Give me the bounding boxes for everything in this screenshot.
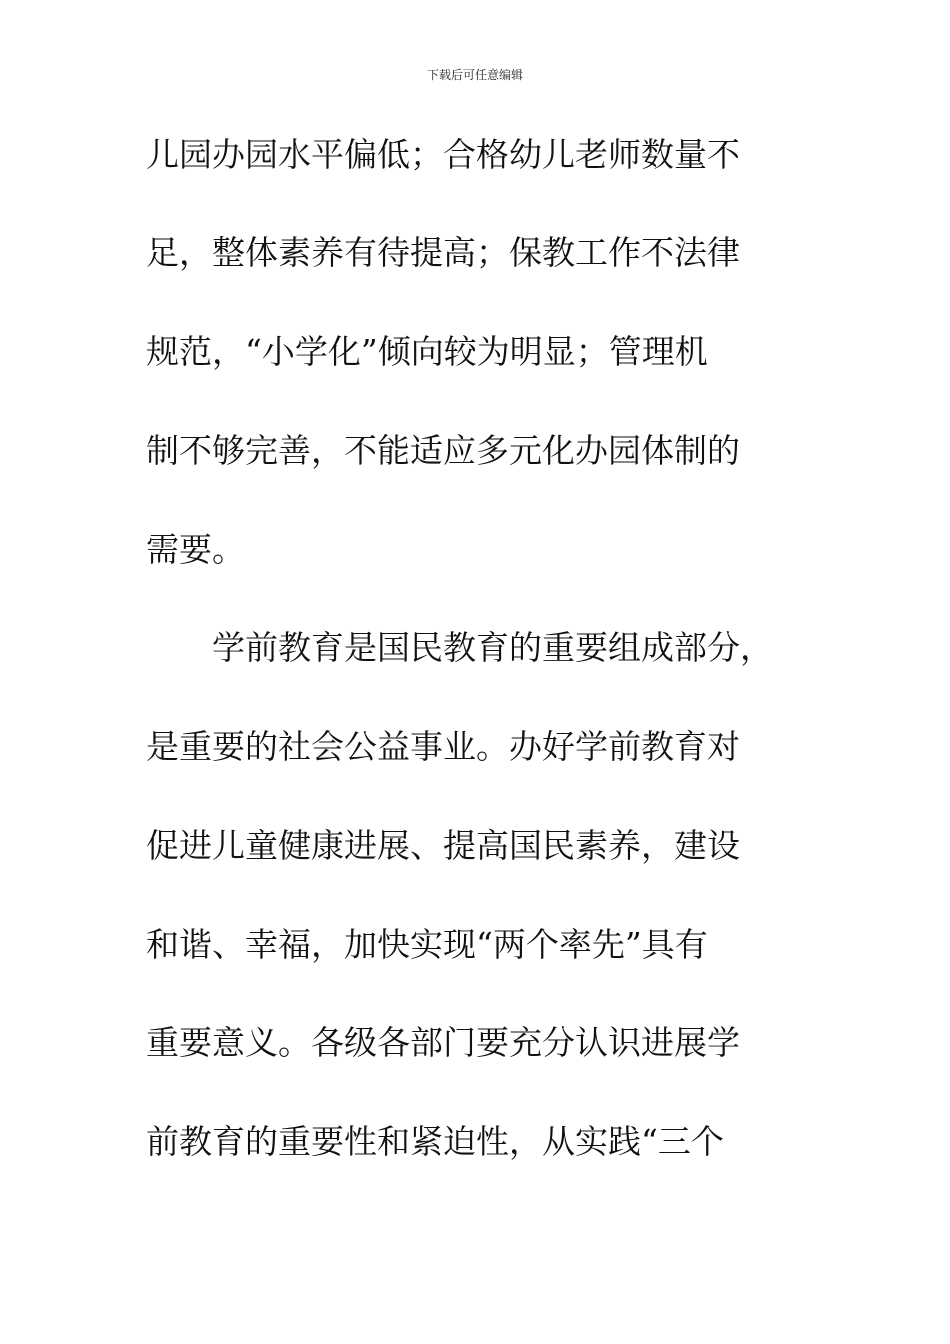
body-line: 足，整体素养有待提高；保教工作不法律 xyxy=(146,233,740,272)
body-line: 是重要的社会公益事业。办好学前教育对 xyxy=(146,727,740,766)
body-line: 需要。 xyxy=(146,530,245,569)
body-line: 重要意义。各级各部门要充分认识进展学 xyxy=(146,1023,740,1062)
body-line: 前教育的重要性和紧迫性，从实践“三个 xyxy=(146,1122,724,1161)
page-header: 下载后可任意编辑 xyxy=(426,68,523,82)
body-line: 儿园办园水平偏低；合格幼儿老师数量不 xyxy=(146,135,740,174)
body-line: 和谐、幸福，加快实现“两个率先”具有 xyxy=(146,925,708,964)
body-line: 促进儿童健康进展、提高国民素养，建设 xyxy=(146,826,740,865)
body-line: 学前教育是国民教育的重要组成部分， xyxy=(146,628,773,667)
body-line: 规范，“小学化”倾向较为明显；管理机 xyxy=(146,332,708,371)
body-line: 制不够完善，不能适应多元化办园体制的 xyxy=(146,431,740,470)
